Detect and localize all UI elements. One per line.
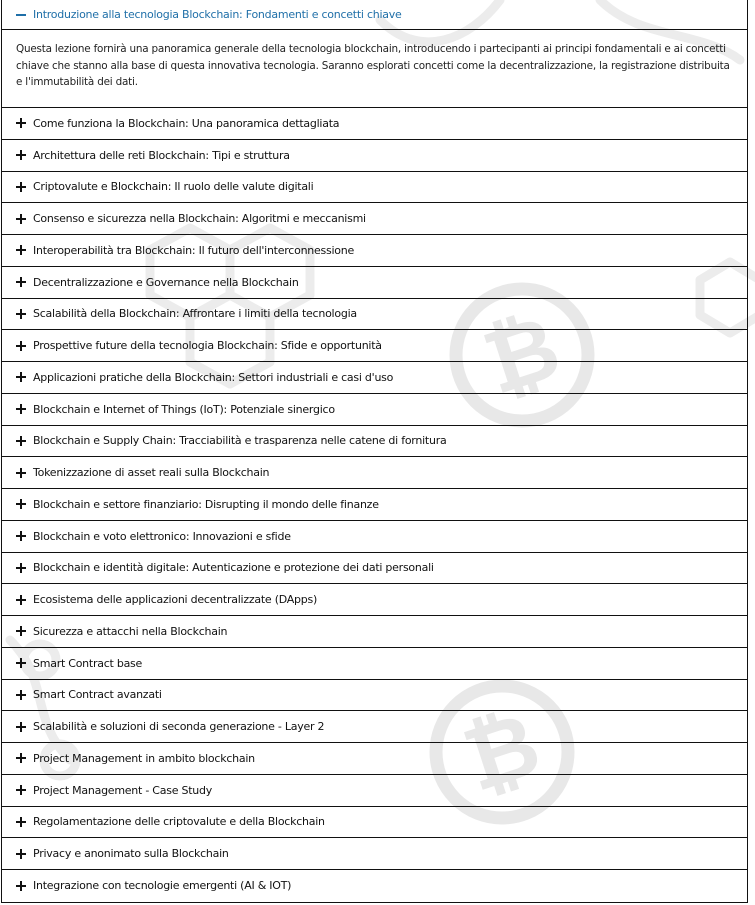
accordion-title: Decentralizzazione e Governance nella Blockchain — [33, 275, 299, 289]
accordion-title: Privacy e anonimato sulla Blockchain — [33, 847, 229, 861]
accordion-header[interactable] — [2, 521, 747, 552]
accordion-header[interactable] — [2, 203, 747, 234]
accordion-title: Introduzione alla tecnologia Blockchain: Fondamenti e concetti chiave — [33, 8, 402, 21]
accordion-item — [2, 426, 747, 458]
accordion-item — [2, 394, 747, 426]
accordion-header-open[interactable] — [2, 0, 747, 30]
accordion-header[interactable] — [2, 648, 747, 679]
accordion-item — [2, 807, 747, 839]
accordion-items — [2, 108, 747, 902]
accordion-header[interactable] — [2, 330, 747, 361]
accordion-header[interactable] — [2, 584, 747, 615]
accordion-item — [2, 775, 747, 807]
plus-icon — [16, 626, 26, 636]
accordion-item — [2, 838, 747, 870]
accordion-title: Come funziona la Blockchain: Una panoramica dettagliata — [33, 116, 340, 130]
accordion-item — [2, 140, 747, 172]
accordion-title: Criptovalute e Blockchain: Il ruolo delle valute digitali — [33, 180, 314, 194]
accordion-panel-body: Questa lezione fornirà una panoramica generale della tecnologia blockchain, introducendo i partecipanti ai principi fondamentali e ai concetti chiave che stanno alla base di questa innovativa tecnologia. Saranno esplorati concetti come la decentralizzazione, la registrazione distribuita e l'immutabilità dei dati. — [2, 30, 747, 108]
bitcoin-glyph: ₿ — [451, 691, 552, 812]
plus-icon — [16, 341, 26, 351]
plus-icon — [16, 817, 26, 827]
accordion-title: Consenso e sicurezza nella Blockchain: Algoritmi e meccanismi — [33, 212, 366, 226]
plus-icon — [16, 214, 26, 224]
accordion-header[interactable] — [2, 711, 747, 742]
accordion-title: Blockchain e settore finanziario: Disrupting il mondo delle finanze — [33, 497, 379, 511]
accordion-item — [2, 743, 747, 775]
accordion-title: Integrazione con tecnologie emergenti (AI & IOT) — [33, 879, 292, 893]
accordion-header[interactable] — [2, 775, 747, 806]
accordion-header[interactable] — [2, 680, 747, 711]
accordion-item — [2, 267, 747, 299]
accordion-item — [2, 203, 747, 235]
lesson-accordion — [1, 0, 748, 903]
accordion-title: Prospettive future della tecnologia Blockchain: Sfide e opportunità — [33, 339, 382, 353]
accordion-item — [2, 108, 747, 140]
accordion-item — [2, 870, 747, 902]
plus-icon — [16, 881, 26, 891]
accordion-header[interactable] — [2, 838, 747, 869]
accordion-header[interactable] — [2, 616, 747, 647]
plus-icon — [16, 245, 26, 255]
accordion-title: Smart Contract avanzati — [33, 688, 162, 702]
accordion-header[interactable] — [2, 553, 747, 584]
accordion-item — [2, 330, 747, 362]
plus-icon — [16, 690, 26, 700]
accordion-title: Blockchain e identità digitale: Autenticazione e protezione dei dati personali — [33, 561, 434, 575]
accordion-header[interactable] — [2, 457, 747, 488]
plus-icon — [16, 277, 26, 287]
accordion-header[interactable] — [2, 362, 747, 393]
accordion-item — [2, 584, 747, 616]
plus-icon — [16, 436, 26, 446]
accordion-item-open — [2, 0, 747, 108]
accordion-title: Ecosistema delle applicazioni decentralizzate (DApps) — [33, 593, 318, 607]
accordion-header[interactable] — [2, 870, 747, 902]
accordion-item — [2, 616, 747, 648]
accordion-title: Tokenizzazione di asset reali sulla Blockchain — [33, 466, 270, 480]
plus-icon — [16, 118, 26, 128]
accordion-header[interactable] — [2, 140, 747, 171]
accordion-header[interactable] — [2, 299, 747, 330]
plus-icon — [16, 309, 26, 319]
plus-icon — [16, 372, 26, 382]
plus-icon — [16, 722, 26, 732]
accordion-item — [2, 711, 747, 743]
plus-icon — [16, 785, 26, 795]
accordion-item — [2, 299, 747, 331]
plus-icon — [16, 182, 26, 192]
accordion-title: Smart Contract base — [33, 656, 143, 670]
plus-icon — [16, 150, 26, 160]
accordion-header[interactable] — [2, 426, 747, 457]
plus-icon — [16, 563, 26, 573]
plus-icon — [16, 658, 26, 668]
plus-icon — [16, 753, 26, 763]
accordion-item — [2, 457, 747, 489]
accordion-item — [2, 235, 747, 267]
accordion-item — [2, 362, 747, 394]
accordion-title: Blockchain e Internet of Things (IoT): Potenziale sinergico — [33, 402, 335, 416]
accordion-title: Scalabilità e soluzioni di seconda generazione - Layer 2 — [33, 720, 325, 734]
plus-icon — [16, 499, 26, 509]
accordion-title: Blockchain e Supply Chain: Tracciabilità e trasparenza nelle catene di fornitura — [33, 434, 447, 448]
accordion-title: Blockchain e voto elettronico: Innovazioni e sfide — [33, 529, 291, 543]
accordion-header[interactable] — [2, 267, 747, 298]
accordion-item — [2, 489, 747, 521]
accordion-title: Architettura delle reti Blockchain: Tipi e struttura — [33, 148, 290, 162]
bitcoin-glyph: ₿ — [471, 294, 572, 415]
accordion-item — [2, 521, 747, 553]
accordion-header[interactable] — [2, 489, 747, 520]
plus-icon — [16, 849, 26, 859]
accordion-title: Interoperabilità tra Blockchain: Il futuro dell'interconnessione — [33, 243, 355, 257]
accordion-item — [2, 648, 747, 680]
accordion-item — [2, 172, 747, 204]
accordion-title: Project Management in ambito blockchain — [33, 751, 255, 765]
accordion-item — [2, 680, 747, 712]
accordion-item — [2, 553, 747, 585]
plus-icon — [16, 595, 26, 605]
accordion-title: Applicazioni pratiche della Blockchain: Settori industriali e casi d'uso — [33, 370, 394, 384]
accordion-header[interactable] — [2, 394, 747, 425]
accordion-header[interactable] — [2, 172, 747, 203]
plus-icon — [16, 531, 26, 541]
plus-icon — [16, 404, 26, 414]
accordion-header[interactable] — [2, 108, 747, 139]
accordion-header[interactable] — [2, 743, 747, 774]
accordion-title: Project Management - Case Study — [33, 783, 212, 797]
accordion-title: Sicurezza e attacchi nella Blockchain — [33, 624, 228, 638]
accordion-title: Regolamentazione delle criptovalute e della Blockchain — [33, 815, 325, 829]
minus-icon — [16, 14, 26, 16]
plus-icon — [16, 468, 26, 478]
accordion-header[interactable] — [2, 235, 747, 266]
accordion-title: Scalabilità della Blockchain: Affrontare i limiti della tecnologia — [33, 307, 357, 321]
accordion-header[interactable] — [2, 807, 747, 838]
